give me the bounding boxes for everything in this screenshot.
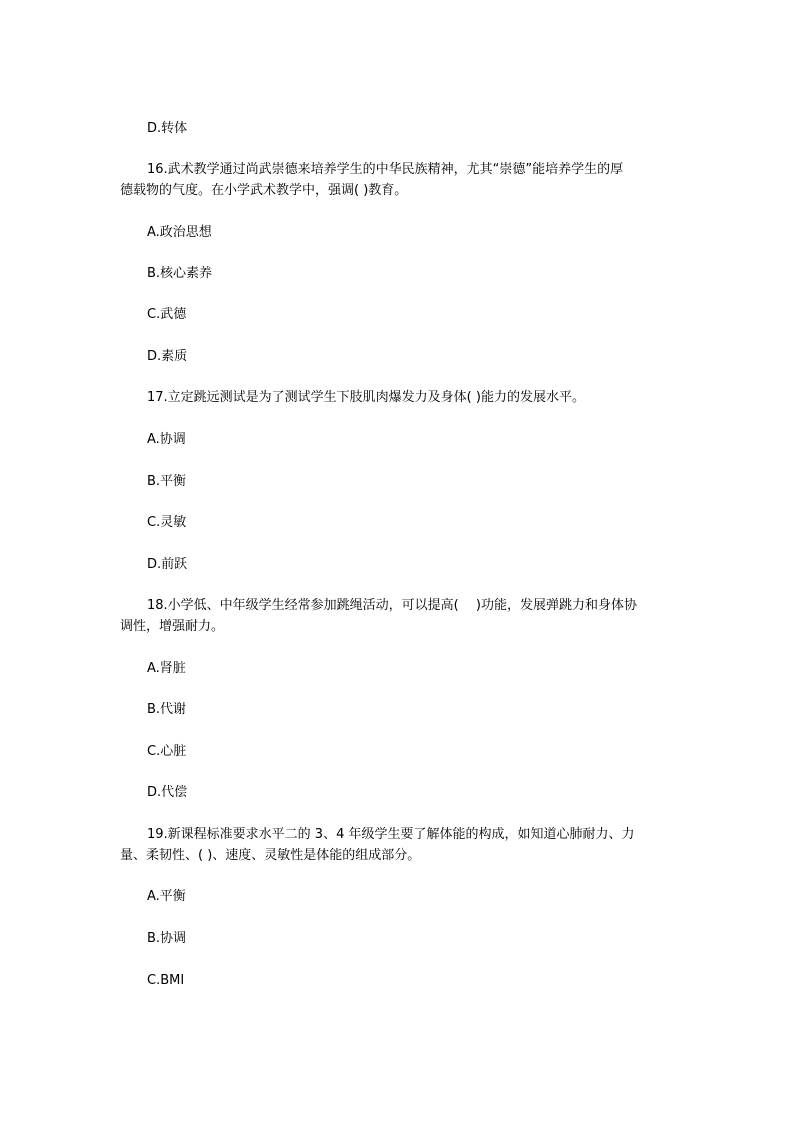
q18-option-b: B.代谢 [147, 702, 187, 717]
q16-stem-line1: 16.武术教学通过尚武崇德来培养学生的中华民族精神，尤其“崇德”能培养学生的厚 [147, 162, 624, 177]
q16-option-d: D.素质 [147, 349, 188, 364]
q17-option-a: A.协调 [147, 432, 186, 447]
q17-stem-line1: 17.立定跳远测试是为了测试学生下肢肌肉爆发力及身体( )能力的发展水平。 [147, 390, 585, 405]
q18-option-d: D.代偿 [147, 785, 188, 800]
q19-option-a: A.平衡 [147, 889, 186, 904]
q19-option-b: B.协调 [147, 931, 187, 946]
q17-option-c: C.灵敏 [147, 515, 187, 530]
q17-option-b: B.平衡 [147, 474, 187, 489]
q18-stem-line2: 调性，增强耐力。 [120, 619, 225, 634]
q19-stem-line1: 19.新课程标准要求水平二的 3、4 年级学生要了解体能的构成，如知道心肺耐力、力 [147, 827, 635, 842]
q18-option-c: C.心脏 [147, 744, 187, 759]
q17-option-d: D.前跃 [147, 557, 188, 572]
q19-option-c: C.BMI [147, 973, 185, 988]
q18-stem-line1: 18.小学低、中年级学生经常参加跳绳活动，可以提高( )功能，发展弹跳力和身体协 [147, 598, 637, 613]
q19-stem-line2: 量、柔韧性、( )、速度、灵敏性是体能的组成部分。 [120, 848, 421, 863]
q16-option-b: B.核心素养 [147, 266, 213, 281]
q16-option-a: A.政治思想 [147, 225, 212, 240]
q18-option-a: A.肾脏 [147, 661, 186, 676]
q16-stem-line2: 德载物的气度。在小学武术教学中，强调( )教育。 [120, 183, 408, 198]
q16-option-c: C.武德 [147, 307, 187, 322]
q15-option-d: D.转体 [147, 121, 188, 136]
